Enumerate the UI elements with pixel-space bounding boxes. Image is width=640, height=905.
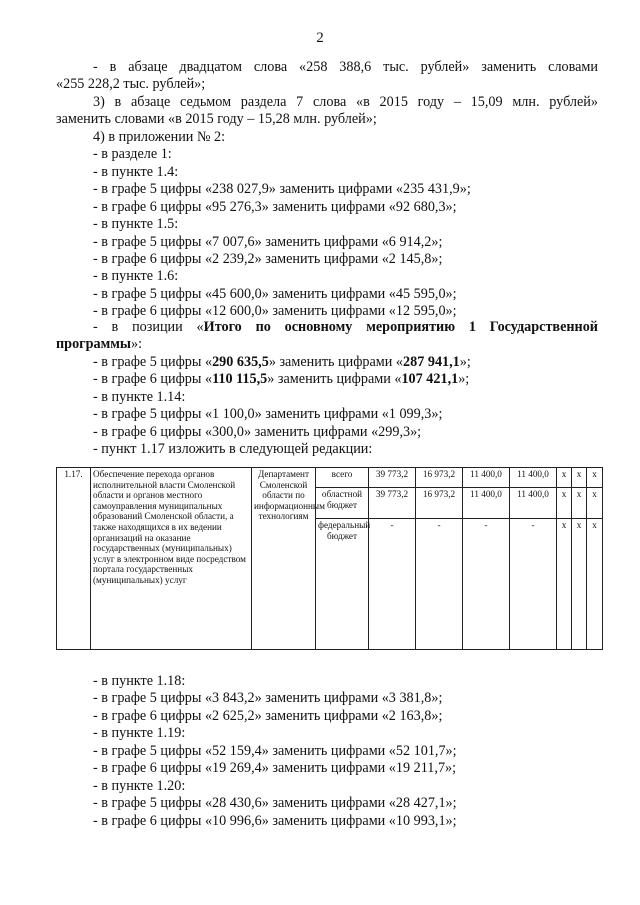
cell-value: 16 973,2	[416, 468, 463, 488]
cell-x: х	[572, 519, 587, 650]
itogo-post: »;	[458, 371, 470, 388]
itogo-pre: - в графе 6 цифры «	[93, 371, 213, 388]
text-line: 4) в приложении № 2:	[93, 128, 226, 145]
funding-source: всего	[316, 468, 369, 488]
cell-value: -	[416, 519, 463, 650]
text-line: - в графе 5 цифры «28 430,6» заменить цифрами «28 427,1»;	[93, 795, 457, 812]
page-number: 2	[316, 30, 324, 46]
text-line: - в графе 6 цифры «10 996,6» заменить цифрами «10 993,1»;	[93, 812, 457, 829]
cell-value: 39 773,2	[369, 468, 416, 488]
text-line: - в графе 5 цифры «1 100,0» заменить цифрами «1 099,3»;	[93, 406, 443, 423]
cell-value: -	[463, 519, 510, 650]
text-line: - в графе 6 цифры «95 276,3» заменить цифрами «92 680,3»;	[93, 198, 457, 215]
cell-x: х	[587, 519, 603, 650]
itogo-line-2	[56, 336, 142, 353]
itogo-line-1	[93, 319, 598, 336]
text-line: - в графе 5 цифры «238 027,9» заменить цифрами «235 431,9»;	[93, 181, 471, 198]
cell-x: х	[587, 468, 603, 488]
cell-x: х	[572, 488, 587, 519]
text-line: - в графе 5 цифры «7 007,6» заменить цифрами «6 914,2»;	[93, 233, 443, 250]
text-line: - в разделе 1:	[93, 146, 172, 163]
text-line: - в пункте 1.20:	[93, 777, 186, 794]
text-line: - в графе 6 цифры «2 239,2» заменить цифрами «2 145,8»;	[93, 250, 443, 267]
text-line: «255 228,2 тыс. рублей»;	[56, 76, 206, 93]
itogo-replacement-line	[93, 371, 469, 388]
cell-value: 39 773,2	[369, 488, 416, 519]
itogo-old: 290 635,5	[212, 354, 269, 370]
table-row	[57, 468, 603, 488]
text-line: - в пункте 1.5:	[93, 216, 179, 233]
itogo-bold-2: программы	[56, 336, 131, 352]
cell-value: 11 400,0	[510, 488, 557, 519]
itogo-replacement-line	[93, 354, 471, 371]
text-line: - в графе 5 цифры «3 843,2» заменить цифрами «3 381,8»;	[93, 690, 443, 707]
itogo-suffix: »:	[131, 336, 143, 352]
itogo-old: 110 115,5	[212, 371, 268, 388]
text-line: - в пункте 1.14:	[93, 389, 186, 405]
item-number: 1.17.	[57, 468, 91, 650]
cell-x: х	[587, 488, 603, 519]
text-line: - в пункте 1.4:	[93, 163, 179, 180]
text-line: - в абзаце двадцатом слова «258 388,6 тыс. рублей» заменить словами	[93, 59, 598, 75]
itogo-post: »;	[459, 354, 471, 370]
text-line: - в пункте 1.19:	[93, 725, 186, 742]
funding-source: федеральный бюджет	[316, 519, 369, 650]
itogo-mid: » заменить цифрами «	[268, 354, 404, 370]
itogo-bold-1: Итого по основному мероприятию 1 Государственной	[203, 319, 598, 335]
cell-value: -	[369, 519, 416, 650]
item-description: Обеспечение перехода органов исполнительной власти Смоленской области и органов местного самоуправления муниципальных образований Смоленской области, а также находящихся в их ведении организаций на оказание государственных (муниципальных) услуг в электронном виде посредством портала государственных (муниципальных) услуг	[91, 468, 252, 650]
itogo-mid: » заменить цифрами «	[267, 371, 402, 388]
text-line: - в пункте 1.18:	[93, 673, 186, 689]
text-line: заменить словами «в 2015 году – 15,28 млн. рублей»;	[56, 111, 377, 128]
cell-value: 11 400,0	[463, 468, 510, 488]
itogo-pre: - в графе 5 цифры «	[93, 354, 213, 370]
cell-x: х	[557, 519, 572, 650]
cell-x: х	[557, 468, 572, 488]
cell-x: х	[557, 488, 572, 519]
text-line: 3) в абзаце седьмом раздела 7 слова «в 2015 году – 15,09 млн. рублей»	[93, 93, 598, 110]
itogo-prefix: - в позиции «	[93, 319, 204, 335]
cell-x: х	[572, 468, 587, 488]
funding-source: областной бюджет	[316, 488, 369, 519]
text-line: - в графе 5 цифры «45 600,0» заменить цифрами «45 595,0»;	[93, 285, 457, 302]
itogo-new: 287 941,1	[403, 354, 460, 370]
text-line: - в графе 6 цифры «19 269,4» заменить цифрами «19 211,7»;	[93, 760, 457, 777]
itogo-new: 107 421,1	[401, 371, 459, 388]
cell-value: 11 400,0	[510, 468, 557, 488]
cell-value: 11 400,0	[463, 488, 510, 519]
cell-value: -	[510, 519, 557, 650]
text-line: - в графе 6 цифры «300,0» заменить цифрами «299,3»;	[93, 423, 422, 440]
item-department: Департамент Смоленской области по информационным технологиям	[252, 468, 316, 650]
text-line: - в графе 6 цифры «2 625,2» заменить цифрами «2 163,8»;	[93, 707, 443, 724]
text-line: - в графе 6 цифры «12 600,0» заменить цифрами «12 595,0»;	[93, 303, 457, 320]
text-line: - в графе 5 цифры «52 159,4» заменить цифрами «52 101,7»;	[93, 742, 457, 759]
program-table	[56, 467, 603, 650]
text-line: - в пункте 1.6:	[93, 268, 179, 285]
cell-value: 16 973,2	[416, 488, 463, 519]
text-line: - пункт 1.17 изложить в следующей редакции:	[93, 441, 373, 458]
